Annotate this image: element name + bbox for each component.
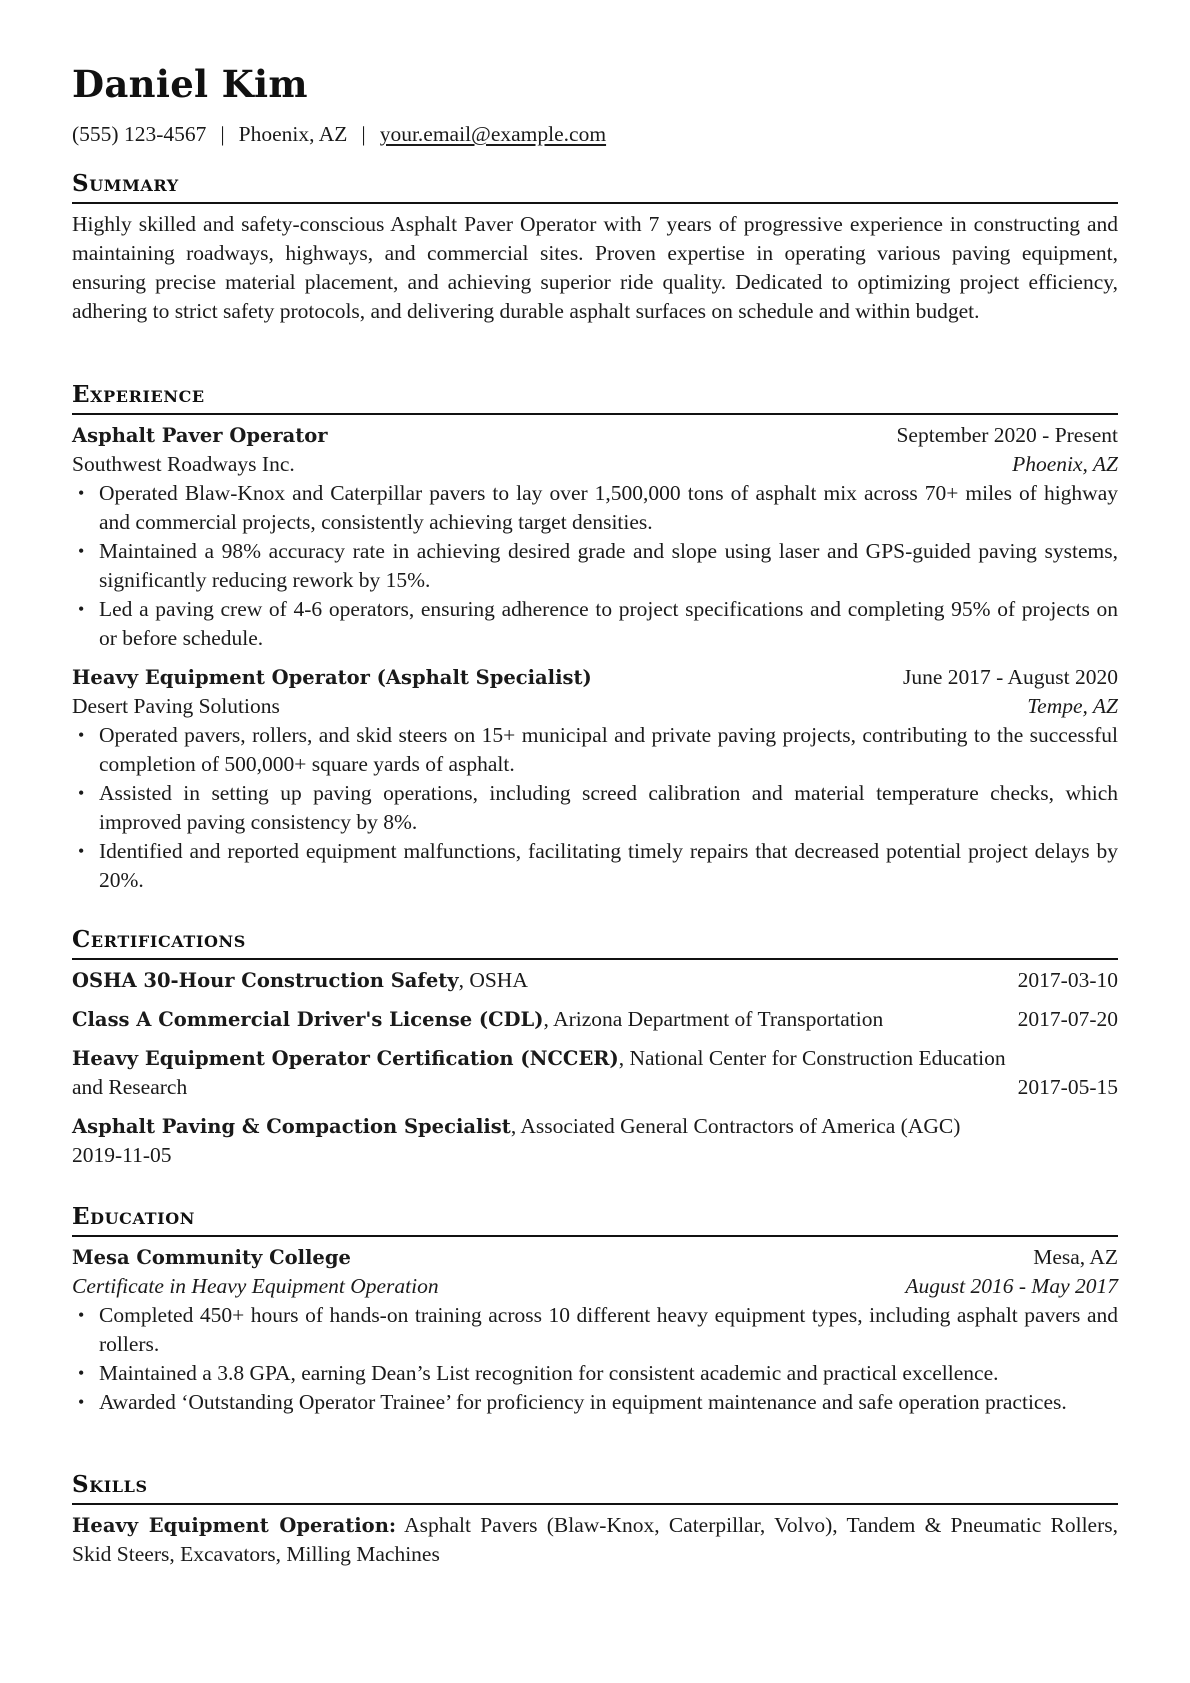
school-name: Mesa Community College <box>72 1246 351 1269</box>
job-dates: September 2020 - Present <box>896 423 1118 447</box>
section-divider <box>72 1503 1118 1505</box>
education-section <box>72 1203 1118 1417</box>
section-title-experience: Experience <box>72 381 205 408</box>
bullet-item: • Maintained a 98% accuracy rate in achieving desired grade and slope using laser and GPS-guided paving systems, significantly reducing rework by 15%. <box>72 537 1118 595</box>
education-dates: August 2016 - May 2017 <box>905 1274 1118 1298</box>
cert-name: Class A Commercial Driver's License (CDL) <box>72 1008 544 1031</box>
cert-issuer: , National Center for Construction Education and Research <box>72 1046 1006 1099</box>
bullet-item: • Operated Blaw-Knox and Caterpillar pavers to lay over 1,500,000 tons of asphalt mix across 70+ miles of highway and commercial projects, consistently achieving target densities. <box>72 479 1118 537</box>
section-title-certifications: Certifications <box>72 926 246 953</box>
section-title-summary: Summary <box>72 170 179 197</box>
cert-name: OSHA 30-Hour Construction Safety <box>72 969 459 992</box>
bullet-item: • Completed 450+ hours of hands-on training across 10 different heavy equipment types, including asphalt pavers and rollers. <box>72 1301 1118 1359</box>
section-title-skills: Skills <box>72 1471 148 1498</box>
degree: Certificate in Heavy Equipment Operation <box>72 1274 439 1298</box>
section-divider <box>72 413 1118 415</box>
job-bullets <box>72 479 1118 653</box>
skill-label: Heavy Equipment Operation: <box>72 1514 397 1537</box>
job-location: Tempe, AZ <box>1027 694 1118 718</box>
certification-entry <box>72 966 1118 995</box>
job-location: Phoenix, AZ <box>1012 452 1118 476</box>
skills-section <box>72 1471 1118 1569</box>
job-bullets <box>72 721 1118 895</box>
contact-line <box>72 120 606 149</box>
cert-issuer: , OSHA <box>458 968 528 992</box>
job-dates: June 2017 - August 2020 <box>903 665 1118 689</box>
summary-section <box>72 170 1118 326</box>
bullet-item: • Assisted in setting up paving operations, including screed calibration and material temperature checks, which improved paving consistency by 8%. <box>72 779 1118 837</box>
cert-issuer: , Associated General Contractors of America (AGC) <box>510 1114 961 1138</box>
skill-value: Asphalt Pavers (Blaw-Knox, Caterpillar, Volvo), Tandem & Pneumatic Rollers, Skid Steers, Excavators, Milling Machines <box>72 1513 1118 1566</box>
experience-section <box>72 381 1118 905</box>
company-name: Southwest Roadways Inc. <box>72 452 295 476</box>
bullet-item: • Maintained a 3.8 GPA, earning Dean’s List recognition for consistent academic and practical excellence. <box>72 1359 1118 1388</box>
separator: | <box>220 122 225 146</box>
cert-issuer: , Arizona Department of Transportation <box>543 1007 884 1031</box>
cert-date: 2019-11-05 <box>72 1143 172 1167</box>
job-title: Asphalt Paver Operator <box>72 424 328 447</box>
company-name: Desert Paving Solutions <box>72 694 280 718</box>
certification-entry <box>72 1044 1118 1102</box>
education-bullets <box>72 1301 1118 1417</box>
phone: (555) 123-4567 <box>72 122 207 146</box>
certification-entry <box>72 1112 1118 1170</box>
summary-text: Highly skilled and safety-conscious Asphalt Paver Operator with 7 years of progressive experience in constructing and maintaining roadways, highways, and commercial sites. Proven expertise in operating various paving equipment, ensuring precise material placement, and achieving superior ride quality. Dedicated to optimizing project efficiency, adhering to strict safety protocols, and delivering durable asphalt surfaces on schedule and within budget. <box>72 212 1118 323</box>
bullet-item: • Led a paving crew of 4-6 operators, ensuring adherence to project specifications and completing 95% of projects on or before schedule. <box>72 595 1118 653</box>
cert-name: Asphalt Paving & Compaction Specialist <box>72 1115 511 1138</box>
cert-date: 2017-07-20 <box>1017 1007 1118 1031</box>
section-divider <box>72 202 1118 204</box>
email-link[interactable]: your.email@example.com <box>379 122 607 146</box>
candidate-name: Daniel Kim <box>72 62 308 106</box>
job-title: Heavy Equipment Operator (Asphalt Specialist) <box>72 666 592 689</box>
certifications-section <box>72 926 1118 1180</box>
bullet-item: • Awarded ‘Outstanding Operator Trainee’ for proficiency in equipment maintenance and safe operation practices. <box>72 1388 1118 1417</box>
location: Phoenix, AZ <box>238 122 348 146</box>
cert-name: Heavy Equipment Operator Certification (NCCER) <box>72 1047 619 1070</box>
school-location: Mesa, AZ <box>1033 1245 1118 1269</box>
separator: | <box>361 122 366 146</box>
bullet-item: • Operated pavers, rollers, and skid steers on 15+ municipal and private paving projects, contributing to the successful completion of 500,000+ square yards of asphalt. <box>72 721 1118 779</box>
cert-date: 2017-03-10 <box>1017 968 1118 992</box>
certification-entry <box>72 1005 1118 1034</box>
skill-entry <box>72 1511 1118 1569</box>
job-entry <box>72 421 1118 653</box>
section-title-education: Education <box>72 1203 195 1230</box>
section-divider <box>72 1235 1118 1237</box>
job-entry <box>72 663 1118 895</box>
bullet-item: • Identified and reported equipment malfunctions, facilitating timely repairs that decreased potential project delays by 20%. <box>72 837 1118 895</box>
section-divider <box>72 958 1118 960</box>
cert-date: 2017-05-15 <box>1017 1075 1118 1099</box>
